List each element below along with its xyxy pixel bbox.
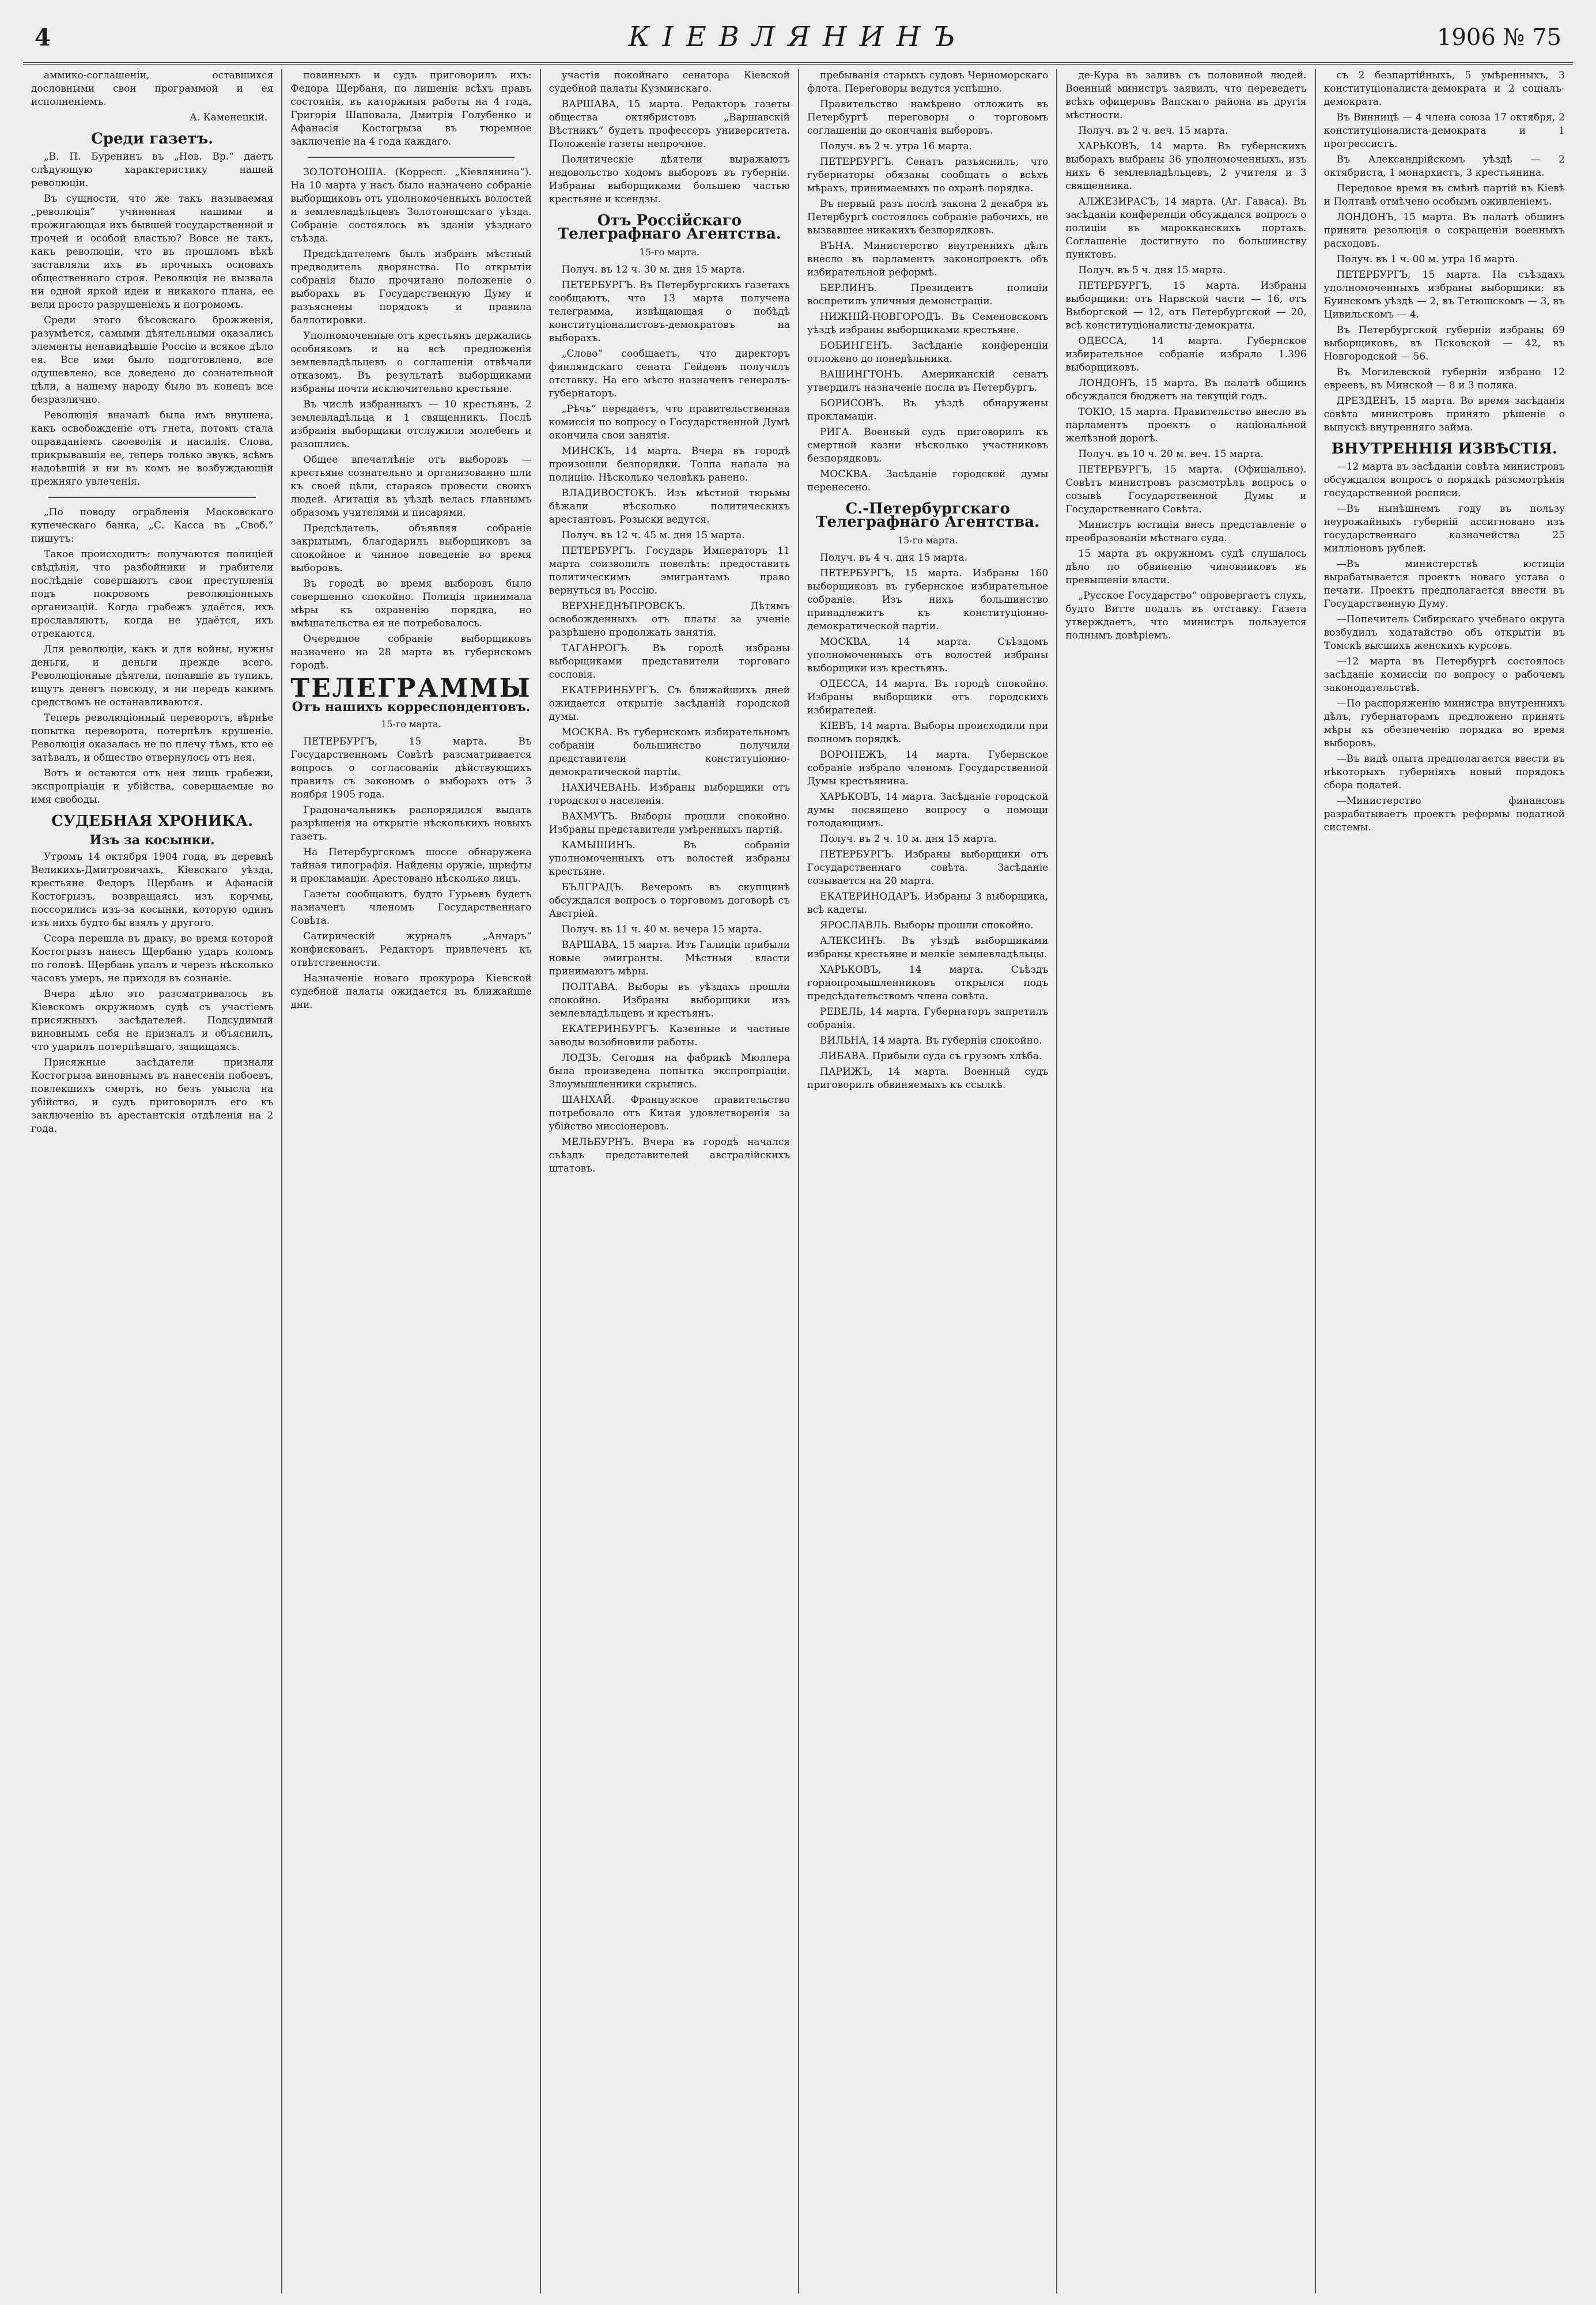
- article-paragraph: 15 марта въ окружномъ судѣ слушалось дѣло по обвиненію чиновниковъ въ превышеніи власти.: [1065, 548, 1307, 586]
- article-paragraph: Получ. въ 11 ч. 40 м. вечера 15 марта.: [561, 924, 762, 935]
- article-paragraph: повинныхъ и судъ приговорилъ ихъ: Федора Щербаня, по лишеніи всѣхъ правъ состоянія, въ каторжныя работы на 4 года, Григорія Шаповала, Дмитрія Голубенко и Афанасія Костогрыза въ тюремное заключеніе на 4 года каждаго.: [290, 70, 532, 148]
- article-paragraph: ВАХМУТЪ. Выборы прошли спокойно. Избраны представители умѣренныхъ партій.: [549, 811, 790, 836]
- article-paragraph: Сатирическій журналъ „Анчаръ“ конфискованъ. Редакторъ привлеченъ къ отвѣтственности.: [290, 931, 532, 969]
- article-paragraph: ВЪНА. Министерство внутреннихъ дѣлъ внесло въ парламентъ законопроектъ объ избирательной реформѣ.: [807, 240, 1049, 278]
- article-paragraph: ЛОДЗЬ. Сегодня на фабрикѣ Мюллера была произведена попытка экспропріаціи. Злоумышленники скрылись.: [549, 1052, 790, 1090]
- section-subheading: Отъ нашихъ корреспондентовъ.: [292, 700, 531, 715]
- article-paragraph: Получ. въ 2 ч. утра 16 марта.: [820, 141, 973, 152]
- article-paragraph: ВАШИНГТОНЪ. Американскій сенатъ утвердилъ назначеніе посла въ Петербургъ.: [807, 369, 1049, 394]
- article-paragraph: ЕКАТЕРИНБУРГЪ. Съ ближайшихъ дней ожидается открытіе засѣданій городской думы.: [549, 685, 790, 723]
- article-paragraph: участія покойнаго сенатора Кіевской судебной палаты Кузминскаго.: [549, 70, 790, 95]
- article-paragraph: —Въ видѣ опыта предполагается ввести въ нѣкоторыхъ губерніяхъ новый порядокъ сбора податей.: [1323, 753, 1565, 791]
- issue-number: 1906 № 75: [1437, 24, 1561, 51]
- section-heading: С.-Петербургскаго Телеграфнаго Агентства.: [816, 500, 1040, 531]
- article-paragraph: пребыванія старыхъ судовъ Черноморскаго флота. Переговоры ведутся успѣшно.: [807, 70, 1049, 95]
- article-paragraph: Въ Александрійскомъ уѣздѣ — 2 октябриста, 1 монархистъ, 3 крестьянина.: [1323, 154, 1565, 179]
- article-paragraph: БОБИНГЕНЪ. Засѣданіе конференціи отложено до понедѣльника.: [807, 340, 1049, 365]
- article-paragraph: Вчера дѣло это разсматривалось въ Кіевскомъ окружномъ судѣ съ участіемъ присяжныхъ засѣдателей. Подсудимый виновнымъ себя не призналъ и объяснилъ, что ударилъ потерпѣвшаго, защищаясь.: [31, 988, 274, 1053]
- article-paragraph: —По распоряженію министра внутреннихъ дѣлъ, губернаторамъ предложено принять мѣры къ обезпеченію порядка во время выборовъ.: [1323, 698, 1565, 749]
- article-paragraph: „Слово“ сообщаетъ, что директоръ финляндскаго сената Гейденъ получилъ отставку. На его мѣсто назначенъ генералъ-губернаторъ.: [549, 348, 790, 399]
- article-paragraph: НИЖНІЙ-НОВГОРОДЪ. Въ Семеновскомъ уѣздѣ избраны выборщиками крестьяне.: [807, 311, 1049, 336]
- article-paragraph: КІЕВЪ, 14 марта. Выборы происходили при полномъ порядкѣ.: [807, 720, 1049, 745]
- article-paragraph: ВЕРХНЕДНѢПРОВСКЪ. Дѣтямъ освобожденныхъ отъ платы за ученіе разрѣшено продолжать занятія.: [549, 600, 790, 638]
- article-paragraph: ПЕТЕРБУРГЪ. Сенатъ разъяснилъ, что губернаторы обязаны сообщать о всѣхъ мѣрахъ, принимаемыхъ по охранѣ порядка.: [807, 156, 1049, 194]
- section-subheading: Изъ за косынки.: [89, 833, 215, 848]
- article-paragraph: Уполномоченные отъ крестьянъ держались особнякомъ и на всѣ предложенія землевладѣльцевъ о соглашеніи отвѣчали отказомъ. Въ результатѣ выборщиками избраны почти исключительно крестьяне.: [290, 330, 532, 395]
- article-paragraph: ПЕТЕРБУРГЪ. Государь Императоръ 11 марта соизволилъ повелѣть: предоставить политическимъ эмигрантамъ право вернуться въ Россію.: [549, 545, 790, 596]
- article-paragraph: Передовое время въ смѣнѣ партій въ Кіевѣ и Полтавѣ отмѣчено особымъ оживленіемъ.: [1323, 183, 1565, 207]
- article-paragraph: „В. П. Буренинъ въ „Нов. Вр.“ даетъ слѣдующую характеристику нашей революціи.: [31, 151, 274, 189]
- article-paragraph: Въ числѣ избранныхъ — 10 крестьянъ, 2 землевладѣльца и 1 священникъ. Послѣ избранія выборщики отслужили молебенъ и разошлись.: [290, 399, 532, 450]
- article-paragraph: аммико-соглашеніи, оставшихся дословными свои программой и ея исполненіемъ.: [31, 70, 274, 108]
- author-signature: А. Каменецкій.: [189, 112, 268, 123]
- page-number: 4: [35, 24, 51, 51]
- column-6: [1315, 69, 1573, 2293]
- article-paragraph: Получ. въ 2 ч. 10 м. дня 15 марта.: [820, 833, 997, 845]
- article-paragraph: Получ. въ 2 ч. веч. 15 марта.: [1078, 125, 1228, 137]
- article-paragraph: Предсѣдатель, объявляя собраніе закрытымъ, благодарилъ выборщиковъ за спокойное и чинное поведеніе во время выборовъ.: [290, 523, 532, 574]
- article-paragraph: ПЕТЕРБУРГЪ, 15 марта. Избраны 160 выборщиковъ въ губернское избирательное собраніе. Изъ нихъ большинство принадлежитъ къ конституціонно-демократической партіи.: [807, 568, 1049, 632]
- article-paragraph: „Русское Государство“ опровергаетъ слухъ, будто Витте подалъ въ отставку. Газета утверждаетъ, что министръ пользуется полнымъ довѣріемъ.: [1065, 590, 1307, 641]
- section-heading: Отъ Россійскаго Телеграфнаго Агентства.: [557, 212, 781, 243]
- article-paragraph: ХАРЬКОВЪ, 14 марта. Засѣданіе городской думы посвящено вопросу о помощи голодающимъ.: [807, 791, 1049, 829]
- article-paragraph: Ссора перешла въ драку, во время которой Костогрызъ нанесъ Щербаню ударъ коломъ по головѣ. Щербань упалъ и черезъ нѣсколько часовъ умеръ, не приходя въ сознаніе.: [31, 933, 274, 984]
- article-paragraph: РИГА. Военный судъ приговорилъ къ смертной казни нѣсколько участниковъ безпорядковъ.: [807, 426, 1049, 464]
- article-paragraph: ЗОЛОТОНОША. (Корресп. „Кіевлянина“). На 10 марта у насъ было назначено собраніе выборщиковъ отъ уполномоченныхъ волостей и землевладѣльцевъ Золотоношскаго уѣзда. Собраніе состоялось въ зданіи уѣзднаго съѣзда.: [290, 167, 532, 244]
- article-paragraph: Политическіе дѣятели выражаютъ недовольство ходомъ выборовъ въ губерніи. Избраны выборщиками большею частью крестьяне и ксендзы.: [549, 154, 790, 205]
- article-paragraph: Получ. въ 10 ч. 20 м. веч. 15 марта.: [1078, 448, 1264, 460]
- article-paragraph: МОСКВА, 14 марта. Съѣздомъ уполномоченныхъ отъ волостей избраны выборщики изъ крестьянъ.: [807, 636, 1049, 674]
- article-paragraph: Утромъ 14 октября 1904 года, въ деревнѣ Великихъ-Дмитровичахъ, Кіевскаго уѣзда, крестьяне Федоръ Щербань и Афанасій Костогрызъ, возвращаясь изъ корчмы, поссорились изъ-за косынки, которую одинъ изъ нихъ будто бы взялъ у другого.: [31, 851, 274, 929]
- column-1: [23, 69, 281, 2293]
- article-paragraph: —12 марта въ Петербургѣ состоялось засѣданіе комиссіи по вопросу о рабочемъ законодательствѣ.: [1323, 656, 1565, 694]
- article-paragraph: ЛИБАВА. Прибыли суда съ грузомъ хлѣба.: [820, 1051, 1042, 1062]
- article-paragraph: съ 2 безпартійныхъ, 5 умѣренныхъ, 3 конституціоналиста-демократа и 2 соціалъ-демократа.: [1323, 70, 1565, 108]
- article-paragraph: ШАНХАЙ. Французское правительство потребовало отъ Китая удовлетворенія за убійство миссіонеровъ.: [549, 1094, 790, 1132]
- article-paragraph: ВОРОНЕЖЪ, 14 марта. Губернское собраніе избрало членомъ Государственной Думы крестьянина.: [807, 749, 1049, 787]
- article-paragraph: БЕРЛИНЪ. Президентъ полиціи воспретилъ уличныя демонстраціи.: [807, 282, 1049, 307]
- article-paragraph: Градоначальникъ распорядился выдать разрѣшенія на открытіе нѣсколькихъ новыхъ газетъ.: [290, 804, 532, 842]
- article-paragraph: ПЕТЕРБУРГЪ. Въ Петербургскихъ газетахъ сообщаютъ, что 13 марта получена телеграмма, извѣщающая о побѣдѣ конституціоналистовъ-демократовъ на выборахъ.: [549, 279, 790, 344]
- article-paragraph: Очередное собраніе выборщиковъ назначено на 28 марта въ губернскомъ городѣ.: [290, 633, 532, 671]
- article-paragraph: Теперь революціонный переворотъ, вѣрнѣе попытка переворота, потерпѣлъ крушеніе. Революція оказалась не по плечу тѣмъ, кто ее затѣвалъ, и общество отвернулось отъ нея.: [31, 712, 274, 764]
- article-paragraph: Въ первый разъ послѣ закона 2 декабря въ Петербургѣ состоялось собраніе рабочихъ, не вызвавшее никакихъ безпорядковъ.: [807, 198, 1049, 236]
- article-paragraph: —12 марта въ засѣданіи совѣта министровъ обсуждался вопросъ о порядкѣ разсмотрѣнія государственной росписи.: [1323, 461, 1565, 499]
- columns: [23, 69, 1573, 2293]
- section-heading: ТЕЛЕГРАММЫ: [290, 674, 532, 703]
- article-paragraph: РЕВЕЛЬ, 14 марта. Губернаторъ запретилъ собранія.: [807, 1006, 1049, 1031]
- article-paragraph: ВАРШАВА, 15 марта. Изъ Галиціи прибыли новые эмигранты. Мѣстныя власти принимаютъ мѣры.: [549, 939, 790, 977]
- article-paragraph: Революція вначалѣ была имъ внушена, какъ освобожденіе отъ гнета, потомъ стала оправданіемъ своеволія и насилія. Слова, прикрывавшія ее, теперь только звукъ, всѣмъ надоѣвшій и ни въ комъ не возбуждающій прежняго увлеченія.: [31, 410, 274, 488]
- article-paragraph: Получ. въ 1 ч. 00 м. утра 16 марта.: [1336, 254, 1518, 265]
- article-paragraph: МИНСКЪ, 14 марта. Вчера въ городѣ произошли безпорядки. Толпа напала на полицію. Нѣсколько человѣкъ ранено.: [549, 445, 790, 483]
- article-paragraph: Въ Петербургской губерніи избраны 69 выборщиковъ, въ Псковской — 42, въ Новгородской — 56.: [1323, 324, 1565, 362]
- section-date: 15-го марта.: [381, 719, 441, 730]
- article-paragraph: ВЛАДИВОСТОКЪ. Изъ мѣстной тюрьмы бѣжали нѣсколько политическихъ арестантовъ. Розыски ведутся.: [549, 488, 790, 526]
- article-paragraph: ОДЕССА, 14 марта. Въ городѣ спокойно. Избраны выборщики отъ городскихъ избирателей.: [807, 678, 1049, 716]
- article-paragraph: Въ Винницѣ — 4 члена союза 17 октября, 2 конституціоналиста-демократа и 1 прогрессистъ.: [1323, 112, 1565, 150]
- article-paragraph: ВАРШАВА, 15 марта. Редакторъ газеты общества октябристовъ „Варшавскій Вѣстникъ“ будетъ профессоръ университета. Положеніе газеты непрочное.: [549, 99, 790, 150]
- section-date: 15-го марта.: [897, 535, 958, 546]
- article-paragraph: ЕКАТЕРИНОДАРЪ. Избраны 3 выборщика, всѣ кадеты.: [807, 891, 1049, 916]
- section-heading: СУДЕБНАЯ ХРОНИКА.: [51, 813, 254, 830]
- article-paragraph: ПЕТЕРБУРГЪ, 15 марта. Въ Государственномъ Совѣтѣ разсматривается вопросъ о согласованіи дѣйствующихъ правилъ съ закономъ о выборахъ отъ 3 ноября 1905 года.: [290, 736, 532, 800]
- article-paragraph: Получ. въ 12 ч. 45 м. дня 15 марта.: [561, 530, 745, 541]
- section-heading: Среди газетъ.: [91, 130, 214, 148]
- article-paragraph: ПОЛТАВА. Выборы въ уѣздахъ прошли спокойно. Избраны выборщики изъ землевладѣльцевъ и крестьянъ.: [549, 981, 790, 1019]
- article-paragraph: ТОКІО, 15 марта. Правительство внесло въ парламентъ проектъ о національной желѣзной дорогѣ.: [1065, 406, 1307, 444]
- column-4: [798, 69, 1056, 2293]
- article-paragraph: ЛОНДОНЪ, 15 марта. Въ палатѣ общинъ обсуждался бюджетъ на текущій годъ.: [1065, 377, 1307, 402]
- article-paragraph: ХАРЬКОВЪ, 14 марта. Въ губернскихъ выборахъ выбраны 36 уполномоченныхъ, изъ нихъ 6 землевладѣльцевъ, 2 учителя и 3 священника.: [1065, 141, 1307, 192]
- article-paragraph: Такое происходитъ: получаются полиціей свѣдѣнія, что разбойники и грабители послѣдніе совершаютъ свои преступленія подъ покровомъ революціонныхъ организацій. Когда грабежъ удаётся, ихъ прославляютъ, когда не удаётся, ихъ отрекаются.: [31, 549, 274, 640]
- article-paragraph: ХАРЬКОВЪ, 14 марта. Съѣздъ горнопромышленниковъ открылся подъ предсѣдательствомъ члена совѣта.: [807, 964, 1049, 1002]
- article-paragraph: —Въ нынѣшнемъ году въ пользу неурожайныхъ губерній ассигновано изъ государственнаго казначейства 25 милліоновъ рублей.: [1323, 503, 1565, 554]
- article-paragraph: АЛЕКСИНЪ. Въ уѣздѣ выборщиками избраны крестьяне и мелкіе землевладѣльцы.: [807, 935, 1049, 960]
- article-paragraph: Для революціи, какъ и для войны, нужны деньги, и деньги прежде всего. Революціонные дѣятели, попавшіе въ тупикъ, ищутъ денегъ повсюду, и ни передъ какимъ средствомъ не останавливаются.: [31, 644, 274, 708]
- article-paragraph: ДРЕЗДЕНЪ, 15 марта. Во время засѣданія совѣта министровъ принято рѣшеніе о выпускѣ внутренняго займа.: [1323, 395, 1565, 433]
- section-divider: [308, 157, 514, 158]
- section-heading: ВНУТРЕННІЯ ИЗВѢСТІЯ.: [1331, 440, 1557, 458]
- article-paragraph: Газеты сообщаютъ, будто Гурьевъ будетъ назначенъ членомъ Государственнаго Совѣта.: [290, 889, 532, 927]
- article-paragraph: КАМЫШИНЪ. Въ собраніи уполномоченныхъ отъ волостей избраны крестьяне.: [549, 840, 790, 878]
- article-paragraph: „По поводу ограбленія Московскаго купеческаго банка, „С. Касса въ „Своб.“ пишутъ:: [31, 507, 274, 545]
- article-paragraph: ПЕТЕРБУРГЪ, 15 марта. (Офиціально). Совѣтъ министровъ разсмотрѣлъ вопросъ о созывѣ Государственной Думы и Государственнаго Совѣта.: [1065, 464, 1307, 515]
- article-paragraph: ЕКАТЕРИНБУРГЪ. Казенные и частные заводы возобновили работы.: [549, 1023, 790, 1048]
- article-paragraph: ЯРОСЛАВЛЬ. Выборы прошли спокойно.: [820, 920, 1034, 931]
- article-paragraph: —Попечитель Сибирскаго учебнаго округа возбудилъ ходатайство объ открытіи въ Томскѣ высшихъ женскихъ курсовъ.: [1323, 614, 1565, 652]
- article-paragraph: ЛОНДОНЪ, 15 марта. Въ палатѣ общинъ принята резолюція о сокращеніи военныхъ расходовъ.: [1323, 211, 1565, 250]
- article-paragraph: БЪЛГРАДЪ. Вечеромъ въ скупщинѣ обсуждался вопросъ о торговомъ договорѣ съ Австріей.: [549, 882, 790, 920]
- article-paragraph: ПЕТЕРБУРГЪ, 15 марта. Избраны выборщики: отъ Нарвской части — 16, отъ Выборгской — 12, отъ Петербургской — 20, всѣ конституціоналисты-демократы.: [1065, 280, 1307, 331]
- article-paragraph: Министръ юстиціи внесъ представленіе о преобразованіи мѣстнаго суда.: [1065, 519, 1307, 544]
- column-5: [1056, 69, 1314, 2293]
- article-paragraph: ТАГАНРОГЪ. Въ городѣ избраны выборщиками представители торговаго сословія.: [549, 643, 790, 681]
- article-paragraph: БОРИСОВЪ. Въ уѣздѣ обнаружены прокламаціи.: [807, 398, 1049, 422]
- article-paragraph: „Рѣчь“ передаетъ, что правительственная комиссія по вопросу о Государственной Думѣ окончила свои занятія.: [549, 403, 790, 441]
- column-2: [281, 69, 539, 2293]
- article-paragraph: Въ сущности, что же такъ называемая „революція“ учиненная нашими и прожигающая ихъ бывшей государственной и прочей и особой властью? Вовсе не такъ, какъ революціи, что въ прошломъ вѣкѣ заставляли ихъ въ прочныхъ основахъ общественнаго строя. Революція не вызвала ни одной яркой идеи и никакого плана, ее вели просто разрушеніемъ и погромомъ.: [31, 193, 274, 311]
- article-paragraph: ПЕТЕРБУРГЪ. Избраны выборщики отъ Государственнаго совѣта. Засѣданіе созывается на 20 марта.: [807, 849, 1049, 887]
- article-paragraph: де-Кура въ заливъ съ половиной людей. Военный министръ заявилъ, что переведетъ всѣхъ офицеровъ Вапскаго района въ другія мѣстности.: [1065, 70, 1307, 121]
- article-paragraph: ПЕТЕРБУРГЪ, 15 марта. На съѣздахъ уполномоченныхъ избраны выборщики: въ Буинскомъ уѣздѣ — 2, въ Тетюшскомъ — 3, въ Цивильскомъ — 4.: [1323, 269, 1565, 320]
- article-paragraph: МОСКВА. Въ губернскомъ избирательномъ собраніи большинство получили представители конституціонно-демократической партіи.: [549, 727, 790, 778]
- page-header: [23, 16, 1573, 65]
- article-paragraph: Получ. въ 4 ч. дня 15 марта.: [820, 552, 968, 564]
- article-paragraph: ПАРИЖЪ, 14 марта. Военный судъ приговорилъ обвиняемыхъ къ ссылкѣ.: [807, 1066, 1049, 1091]
- article-paragraph: Присяжные засѣдатели признали Костогрыза виновнымъ въ нанесеніи побоевъ, повлекшихъ смерть, но безъ умысла на убійство, и судъ приговорилъ его къ заключенію въ арестантскія отдѣленія на 2 года.: [31, 1057, 274, 1135]
- article-paragraph: На Петербургскомъ шоссе обнаружена тайная типографія. Найдены оружіе, шрифты и прокламаціи. Арестовано нѣсколько лицъ.: [290, 847, 532, 885]
- article-paragraph: Въ Могилевской губерніи избрано 12 евреевъ, въ Минской — 8 и 3 поляка.: [1323, 366, 1565, 391]
- article-paragraph: Въ городѣ во время выборовъ было совершенно спокойно. Полиція принимала мѣры къ охраненію порядка, но вмѣшательства ея не потребовалось.: [290, 578, 532, 629]
- section-divider: [48, 497, 256, 498]
- article-paragraph: Общее впечатлѣніе отъ выборовъ — крестьяне сознательно и организованно шли къ своей цѣли, стараясь провести своихъ людей. Агитація въ уѣздѣ велась главнымъ образомъ учителями и писарями.: [290, 454, 532, 519]
- article-paragraph: МОСКВА. Засѣданіе городской думы перенесено.: [807, 468, 1049, 493]
- column-3: [540, 69, 798, 2293]
- article-paragraph: НАХИЧЕВАНЬ. Избраны выборщики отъ городского населенія.: [549, 782, 790, 807]
- section-date: 15-го марта.: [639, 247, 700, 258]
- article-paragraph: Получ. въ 5 ч. дня 15 марта.: [1078, 264, 1226, 276]
- article-paragraph: Правительство намѣрено отложить въ Петербургѣ переговоры о торговомъ соглашеніи до окончанія выборовъ.: [807, 99, 1049, 137]
- article-paragraph: Вотъ и остаются отъ нея лишь грабежи, экспропріаціи и убійства, совершаемые во имя свободы.: [31, 768, 274, 806]
- article-paragraph: Среди этого бѣсовскаго брожженія, разумѣется, самыми дѣятельными оказались элементы ненавидѣвшіе Россію и всякое дѣло ея. Все ими было подготовлено, все одушевлено, все доведено до сознательной цѣли, а нашему народу было въ конецъ все безразлично.: [31, 315, 274, 406]
- article-paragraph: Предсѣдателемъ былъ избранъ мѣстный предводитель дворянства. По открытіи собранія было прочитано положеніе о выборахъ въ Государственную Думу и разъяснены порядокъ и правила баллотировки.: [290, 248, 532, 326]
- article-paragraph: МЕЛЬБУРНЪ. Вчера въ городѣ начался съѣздъ представителей австралійскихъ штатовъ.: [549, 1136, 790, 1174]
- article-paragraph: ОДЕССА, 14 марта. Губернское избирательное собраніе избрало 1.396 выборщиковъ.: [1065, 335, 1307, 373]
- article-paragraph: —Въ министерствѣ юстиціи вырабатывается проектъ новаго устава о печати. Проектъ предполагается внести въ Государственную Думу.: [1323, 558, 1565, 610]
- article-paragraph: Получ. въ 12 ч. 30 м. дня 15 марта.: [561, 264, 745, 275]
- article-paragraph: Назначеніе новаго прокурора Кіевской судебной палаты ожидается въ ближайшіе дни.: [290, 973, 532, 1011]
- article-paragraph: ВИЛЬНА, 14 марта. Въ губерніи спокойно.: [820, 1035, 1042, 1046]
- article-paragraph: АЛЖЕЗИРАСЪ, 14 марта. (Аг. Гаваса). Въ засѣданіи конференціи обсуждался вопросъ о полиціи въ марокканскихъ портахъ. Соглашеніе достигнуто по большинству пунктовъ.: [1065, 196, 1307, 260]
- newspaper-title: КІЕВЛЯНИНЪ: [628, 21, 968, 53]
- article-paragraph: —Министерство финансовъ разрабатываетъ проектъ реформы податной системы.: [1323, 795, 1565, 833]
